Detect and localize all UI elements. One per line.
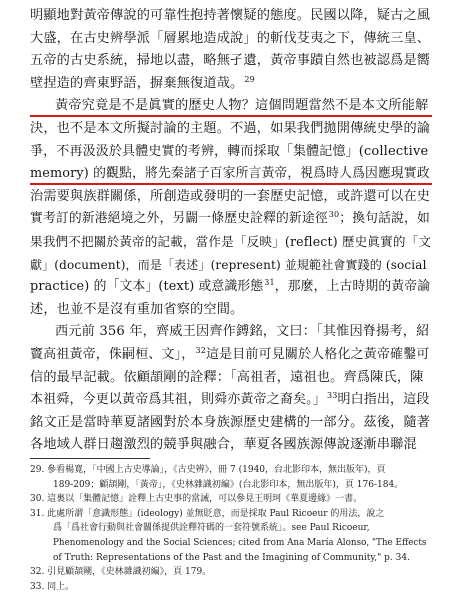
text-line [30, 389, 432, 412]
text-line [30, 276, 432, 299]
footnote-marker[interactable]: 31 [264, 278, 275, 288]
footnote-continuation: of Truth: Representations of the Past and the Imagining of Community," p. 34. [53, 552, 410, 563]
line-text: 竇高祖黃帝，侏嗣桓、文」， [30, 346, 195, 362]
text-line [30, 118, 432, 141]
line-text: 明顯地對黃帝傳說的可靠性抱持著懷疑的態度。民國以降，疑古之風 [30, 8, 431, 23]
main-body-text [30, 5, 432, 457]
line-text-after-marker: 明白指出，這段 [337, 392, 430, 408]
text-line [30, 299, 432, 322]
text-line [30, 186, 432, 209]
line-text: 壁捏造的齊東野語，摒棄無復道哉。 [30, 75, 244, 91]
line-text: 決，也不是本文所擬討論的主題。不過，如果我們拋開傳統史學的論 [30, 120, 431, 136]
line-text: 述，也並不是沒有重加省察的空間。 [30, 301, 244, 317]
footnote-entry: 31. 此處所謂「意識形態」(ideology) 並無貶意，而是採取 Paul Ricoeur 的用法，說之 [30, 508, 385, 519]
line-text-after-marker: ；換句話說，如 [339, 211, 430, 227]
text-line [30, 434, 432, 457]
footnote-divider [30, 458, 150, 459]
text-line [30, 141, 432, 164]
line-text: 果我們不把關於黃帝的記載，當作是「反映」(reflect) 歷史眞實的「文 [30, 233, 432, 249]
line-text: 五帝的古史系統，掃地以盡，略無孑遺，黃帝事蹟自然也被認爲是嚮 [30, 53, 431, 69]
text-line [30, 412, 432, 435]
footnote-marker[interactable]: 29 [244, 74, 255, 84]
text-line [30, 50, 432, 73]
text-line [30, 231, 432, 254]
footnote-continuation: 189-209；顧頡剛，「黃帝」，《史林雜識初編》(台北影印本，無出版年)，頁 176-184。 [53, 479, 404, 490]
line-text: 本祖舜，今更以黃帝爲其祖，則舜亦黃帝之裔矣。」 [30, 392, 326, 408]
footnote-marker[interactable]: 30 [328, 210, 340, 220]
footnote-entry: 33. 同上。 [30, 581, 75, 592]
footnote-continuation: 爲「爲社會行動與社會關係提供詮釋符碼的一套符號系統」。see Paul Ricoeur, [53, 523, 370, 534]
line-text: 爭，不再汲汲於具體史實的考辨，轉而採取「集體記憶」(collective [30, 143, 429, 159]
text-line [30, 5, 432, 28]
red-underline [30, 183, 432, 185]
line-text-after-marker: 這是目前可見關於人格化之黃帝確鑿可 [205, 346, 430, 362]
line-text: 實考訂的新港絕境之外，另闢一條歷史詮釋的新途徑 [30, 211, 328, 227]
footnote-continuation: Phenomenology and the Social Sciences; cited from Ana María Alonso, "The Effects [53, 537, 427, 548]
line-text: 黃帝究竟是不是眞實的歷史人物？這個問題當然不是本文所能解 [55, 98, 429, 114]
footnote-entry: 29. 參看楊寬，「中國上古史導論」，《古史辨》，冊 7 (1940，台北影印本，無出版年)，頁 [30, 465, 386, 475]
red-underline [30, 115, 432, 117]
line-text-after-marker: ，那麼，上古時期的黃帝論 [274, 279, 431, 295]
line-text: 大盛，在古史辨學派「層累地造成說」的斬伐芟夷之下，傳統三皇、 [30, 30, 431, 46]
highlighted-text-line [30, 163, 432, 186]
footnotes-section [30, 463, 432, 594]
text-line [30, 28, 432, 51]
footnote-marker[interactable]: 33 [326, 391, 338, 401]
text-line [30, 367, 432, 390]
line-text: 銘文正是當時華夏諸國對於本身族源歷史建構的一部分。茲後，隨著 [30, 414, 431, 430]
line-text: memory) 的觀點，將先秦諸子百家所言黃帝，視爲時人爲因應現實政 [30, 166, 430, 182]
text-line [30, 344, 432, 367]
line-text: practice) 的「文本」(text) 或意識形態 [30, 279, 264, 295]
footnote-marker[interactable]: 32 [195, 345, 206, 355]
text-line [30, 208, 432, 231]
line-text: 各地域人群日趨激烈的競爭與融合，華夏各國族源傳說逐漸串聯混 [30, 437, 417, 453]
text-line [30, 73, 432, 96]
line-text: 西元前 356 年，齊威王因齊作鎛銘，文曰：「其惟因脊揚考，紹 [55, 324, 430, 340]
line-text: 獻」(document)，而是「表述」(represent) 並規範社會實踐的 (social [30, 257, 427, 272]
text-line [30, 321, 432, 344]
footnote-entry: 32. 引見顧頡剛，《史林雜識初編》，頁 179。 [30, 567, 212, 578]
footnote-entry: 30. 這裏以「集體記憶」詮釋上古史事的當誡，可以參見王明珂《華夏邊緣》一書。 [30, 494, 363, 505]
highlighted-text-line [30, 95, 432, 118]
line-text: 治需要與族群關係，所創造或發明的一套歷史記憶，或許還可以在史 [30, 188, 431, 204]
line-text: 信的最早記載。依顧頡剛的詮釋：「高祖者，遠祖也。齊爲陳氏，陳 [30, 369, 424, 385]
text-line [30, 254, 432, 277]
